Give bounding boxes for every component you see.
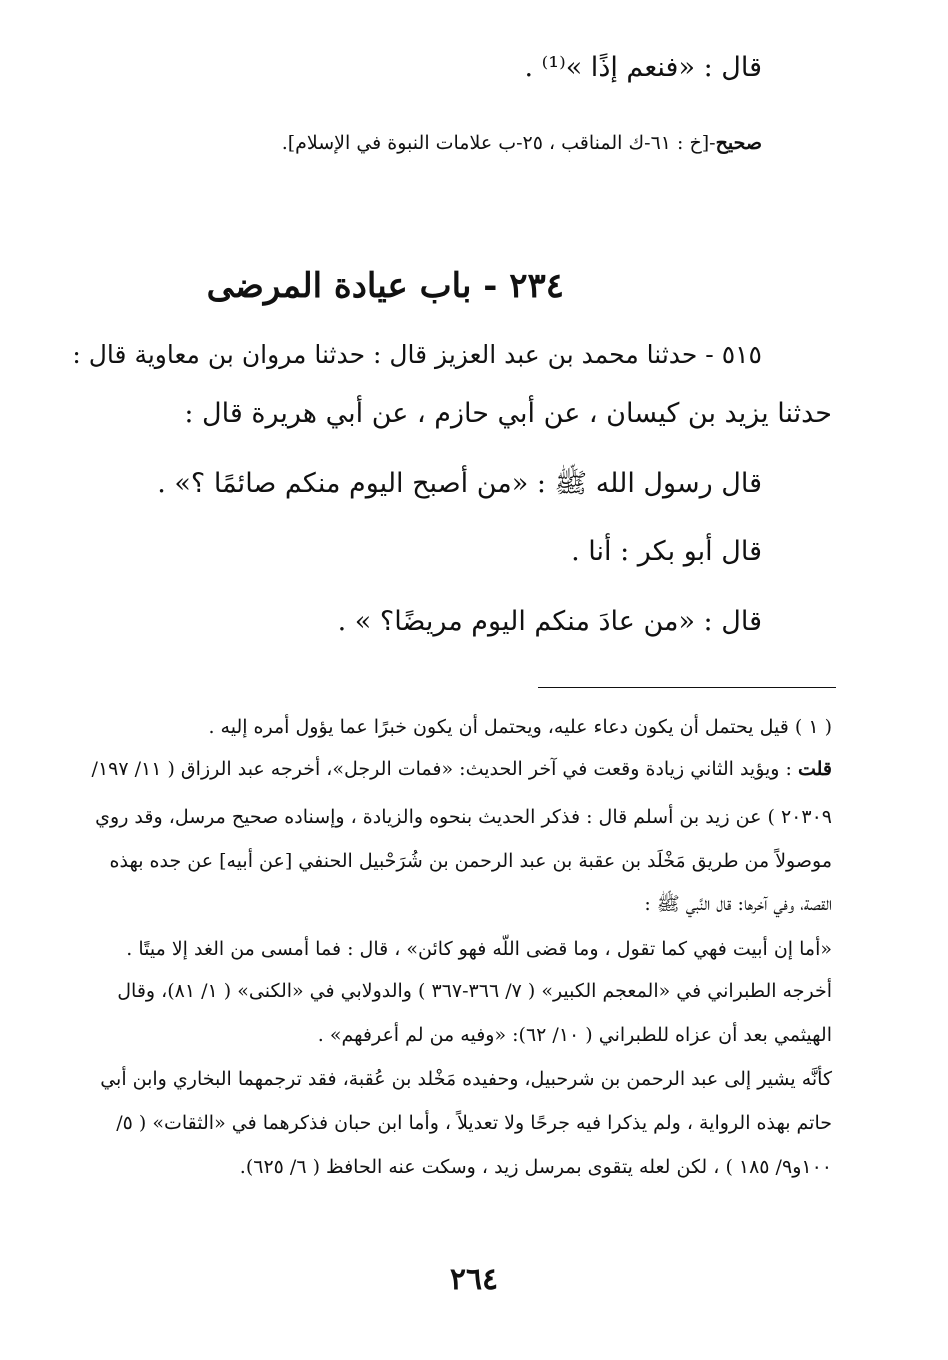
grading-line — [282, 132, 762, 154]
footnote-line: ( ١ ) قيل يحتمل أن يكون دعاء عليه، ويحتمل أن يكون خبرًا عما يؤول أمره إليه . — [208, 716, 832, 738]
footnote-line: حاتم بهذه الرواية ، ولم يذكرا فيه جرحًا ولا تعديلاً ، وأما ابن حبان فذكرهما في «الثقات» ( ٥/ — [116, 1112, 832, 1134]
hadith-line: ٥١٥ - حدثنا محمد بن عبد العزيز قال : حدثنا مروان بن معاوية قال : — [72, 340, 762, 369]
page-number: ٢٦٤ — [449, 1262, 499, 1297]
footnote-line: كأنَّه يشير إلى عبد الرحمن بن شرحبيل، وحفيده مَخْلد بن عُقبة، فقد ترجمهما البخاري وابن أبي — [100, 1068, 832, 1090]
grading-label: صحيح — [715, 132, 762, 154]
chapter-heading: ٢٣٤ - باب عيادة المرضى — [206, 266, 564, 306]
footnote-note-text: : ويؤيد الثاني زيادة وقعت في آخر الحديث: «فمات الرجل»، أخرجه عبد الرزاق ( ١١/ ١٩٧/ — [91, 758, 798, 780]
footnote-line: أخرجه الطبراني في «المعجم الكبير» ( ٧/ ٣٦٦-٣٦٧ ) والدولابي في «الكنى» ( ١/ ٨١)، وقال — [117, 980, 832, 1002]
hadith-line: قال : «من عادَ منكم اليوم مريضًا؟ » . — [337, 606, 762, 637]
footnote-line: موصولاً من طريق مَخْلَد بن عقبة بن عبد الرحمن بن شُرَحْبيل الحنفي [عن أبيه] عن جده بهذه — [109, 850, 832, 872]
footnote-line: القصة، وفي آخرها: قال النَّبي ﷺ : — [644, 893, 832, 915]
hadith-line: قال رسول الله ﷺ : «من أصبح اليوم منكم صائمًا ؟» . — [157, 468, 762, 499]
hadith-line: قال أبو بكر : أنا . — [571, 536, 762, 567]
footnote-line: ٢٠٣٠٩ ) عن زيد بن أسلم قال : فذكر الحديث بنحوه والزيادة ، وإسناده صحيح مرسل، وقد روي — [95, 806, 832, 828]
footnote-line: الهيثمي بعد أن عزاه للطبراني ( ١٠/ ٦٢): «وفيه من لم أعرفهم» . — [317, 1024, 832, 1046]
footnote-note-label: قلت — [797, 758, 832, 780]
footnote-line: «أما إن أبيت فهي كما تقول ، وما قضى اللّه فهو كائن» ، قال : فما أمسى من الغد إلا ميتًا . — [126, 938, 832, 960]
footnote-separator — [538, 687, 836, 688]
hadith-closing-line: قال : «فنعم إذًا »⁽¹⁾ . — [524, 52, 762, 83]
footnote-line: ١٠٠و٩/ ١٨٥ ) ، لكن لعله يتقوى بمرسل زيد ، وسكت عنه الحافظ ( ٦/ ٦٢٥). — [239, 1156, 832, 1178]
hadith-line: حدثنا يزيد بن كيسان ، عن أبي حازم ، عن أبي هريرة قال : — [184, 398, 832, 429]
footnote-line — [92, 758, 832, 780]
grading-source: -[خ : ٦١-ك المناقب ، ٢٥-ب علامات النبوة في الإسلام]. — [281, 132, 716, 154]
